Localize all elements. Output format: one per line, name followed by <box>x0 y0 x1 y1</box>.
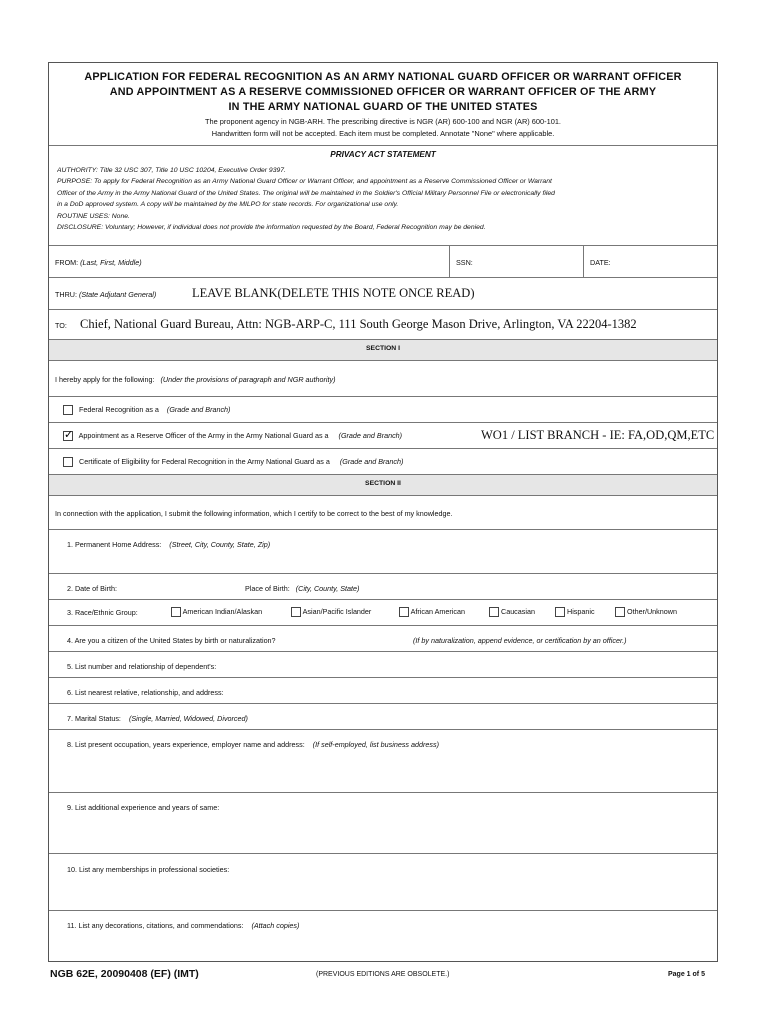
option-reserve-appointment[interactable] <box>49 422 717 448</box>
item-11-decorations[interactable] <box>49 910 717 961</box>
form-id: NGB 62E, 20090408 (EF) (IMT) <box>50 968 199 980</box>
item-label: 1. Permanent Home Address: <box>67 540 162 549</box>
to-row[interactable] <box>49 309 717 339</box>
checkbox-race[interactable] <box>399 607 409 617</box>
section-2-header <box>49 474 717 495</box>
privacy-purpose-3: in a DoD approved system. A copy will be maintained by the MILPO for state records. For organizational use only. <box>57 201 399 209</box>
item-1-home-address[interactable] <box>49 529 717 573</box>
item-8-occupation[interactable] <box>49 729 717 792</box>
to-value: Chief, National Guard Bureau, Attn: NGB-ARP-C, 111 South George Mason Drive, Arlington, VA 22204-1382 <box>80 317 637 331</box>
ssn-field[interactable] <box>449 246 583 277</box>
option-hint: (Grade and Branch) <box>339 457 404 466</box>
option-label: Appointment as a Reserve Officer of the Army in the Army National Guard as a <box>78 431 329 440</box>
place-of-birth-hint: (City, County, State) <box>295 584 360 593</box>
section-2-intro: In connection with the application, I submit the following information, which I certify to be correct to the best of my knowledge. <box>55 509 453 518</box>
privacy-purpose-1: PURPOSE: To apply for Federal Recognition as an Army National Guard Officer or Warrant Officer, and appointment as a Reserve Commissioned Officer or Warrant <box>57 178 552 186</box>
to-label: TO: <box>55 321 67 330</box>
item-6-nearest-relative[interactable] <box>49 677 717 703</box>
checkbox-federal-recognition[interactable] <box>63 405 73 415</box>
race-option[interactable] <box>555 607 595 617</box>
checkbox-reserve-appointment[interactable] <box>63 431 73 441</box>
item-hint: (Street, City, County, State, Zip) <box>169 540 271 549</box>
item-hint: (If self-employed, list business address) <box>312 740 439 749</box>
application-form <box>48 62 718 962</box>
privacy-disclosure: DISCLOSURE: Voluntary; However, if individual does not provide the information requested by the Board, Federal Recognition may be denied. <box>57 224 486 232</box>
section-1-title: SECTION I <box>366 345 400 352</box>
checkbox-race[interactable] <box>555 607 565 617</box>
thru-row[interactable] <box>49 277 717 309</box>
form-subtitle-1: The proponent agency in NGB-ARH. The prescribing directive is NGR (AR) 600-100 and NGR (AR) 600-101. <box>204 117 561 126</box>
item-5-dependents[interactable] <box>49 651 717 677</box>
item-label: 5. List number and relationship of dependent's: <box>67 662 217 671</box>
item-4-citizenship[interactable] <box>49 625 717 651</box>
checkbox-race[interactable] <box>171 607 181 617</box>
privacy-authority: AUTHORITY: Title 32 USC 307, Title 10 USC 10204, Executive Order 9397. <box>57 167 286 174</box>
race-option[interactable] <box>615 607 677 617</box>
section-1-header <box>49 339 717 360</box>
race-option[interactable] <box>399 607 465 617</box>
item-label: 10. List any memberships in professional societies: <box>67 865 230 874</box>
item-label: 8. List present occupation, years experience, employer name and address: <box>67 740 305 749</box>
privacy-routine-uses: ROUTINE USES: None. <box>57 212 130 220</box>
from-label: FROM: <box>55 258 79 267</box>
date-label: DATE: <box>590 258 611 267</box>
thru-hint: (State Adjutant General) <box>78 290 157 299</box>
checkbox-certificate-eligibility[interactable] <box>63 457 73 467</box>
date-field[interactable] <box>583 246 717 277</box>
form-title-line-1: APPLICATION FOR FEDERAL RECOGNITION AS AN ARMY NATIONAL GUARD OFFICER OR WARRANT OFFICER <box>84 71 682 83</box>
item-label: 6. List nearest relative, relationship, and address: <box>67 688 224 697</box>
section-2-title: SECTION II <box>365 480 401 487</box>
item-2-birth[interactable] <box>49 573 717 599</box>
option-hint: (Grade and Branch) <box>338 431 403 440</box>
item-label: 3. Race/Ethnic Group: <box>67 608 138 617</box>
thru-value: LEAVE BLANK(DELETE THIS NOTE ONCE READ) <box>192 286 475 300</box>
race-option-label: Hispanic <box>567 607 595 616</box>
form-subtitle-2: Handwritten form will not be accepted. Each item must be completed. Annotate "None" where applicable. <box>211 129 555 138</box>
form-title-line-2: AND APPOINTMENT AS A RESERVE COMMISSIONED OFFICER OR WARRANT OFFICER OF THE ARMY <box>109 86 657 98</box>
item-hint: (If by naturalization, append evidence, or certification by an officer.) <box>413 636 627 645</box>
from-row <box>49 245 717 277</box>
apply-row <box>49 360 717 396</box>
race-option-label: Other/Unknown <box>627 607 677 616</box>
privacy-purpose-2: Officer of the Army in the Army National Guard of the United States. The original will be maintained in the Soldier's Official Military Personnel File or electronically filed <box>57 189 555 197</box>
thru-label: THRU: <box>55 290 77 299</box>
obsolete-note: (PREVIOUS EDITIONS ARE OBSOLETE.) <box>316 971 450 978</box>
privacy-act-text <box>57 165 709 233</box>
race-option-label: Caucasian <box>501 607 535 616</box>
item-hint: (Single, Married, Widowed, Divorced) <box>128 714 248 723</box>
item-label: 11. List any decorations, citations, and commendations: <box>67 921 244 930</box>
option-label: Federal Recognition as a <box>79 405 159 414</box>
section-2-intro-row <box>49 495 717 529</box>
race-option-label: American Indian/Alaskan <box>182 607 263 616</box>
form-title-line-3: IN THE ARMY NATIONAL GUARD OF THE UNITED STATES <box>228 101 538 113</box>
ssn-label: SSN: <box>456 258 473 267</box>
item-7-marital-status[interactable] <box>49 703 717 729</box>
race-option-label: African American <box>410 607 465 616</box>
race-option[interactable] <box>171 607 262 617</box>
page-number: Page 1 of 5 <box>668 971 705 978</box>
item-9-additional-experience[interactable] <box>49 792 717 853</box>
item-10-memberships[interactable] <box>49 853 717 910</box>
option-value: WO1 / LIST BRANCH - IE: FA,OD,QM,ETC <box>481 428 715 442</box>
race-option[interactable] <box>291 607 371 617</box>
item-label: 7. Marital Status: <box>67 714 121 723</box>
item-label: 2. Date of Birth: <box>67 584 117 593</box>
checkbox-race[interactable] <box>615 607 625 617</box>
race-option-label: Asian/Pacific Islander <box>302 607 372 616</box>
option-label: Certificate of Eligibility for Federal Recognition in the Army National Guard as a <box>79 457 330 466</box>
option-federal-recognition[interactable] <box>49 396 717 422</box>
checkbox-race[interactable] <box>489 607 499 617</box>
option-hint: (Grade and Branch) <box>166 405 231 414</box>
item-3-race-ethnic <box>49 599 717 625</box>
from-hint: (Last, First, Middle) <box>80 258 142 267</box>
privacy-act-title: PRIVACY ACT STATEMENT <box>330 150 436 159</box>
option-certificate-eligibility[interactable] <box>49 448 717 474</box>
place-of-birth-label: Place of Birth: <box>245 584 290 593</box>
checkbox-race[interactable] <box>291 607 301 617</box>
item-label: 9. List additional experience and years of same: <box>67 803 220 812</box>
privacy-act-block <box>49 145 717 245</box>
race-option[interactable] <box>489 607 535 617</box>
apply-hint: (Under the provisions of paragraph and NGR authority) <box>160 375 336 384</box>
item-label: 4. Are you a citizen of the United States by birth or naturalization? <box>67 636 276 645</box>
item-hint: (Attach copies) <box>251 921 300 930</box>
apply-text: I hereby apply for the following: <box>55 375 155 384</box>
from-field[interactable] <box>49 246 449 277</box>
